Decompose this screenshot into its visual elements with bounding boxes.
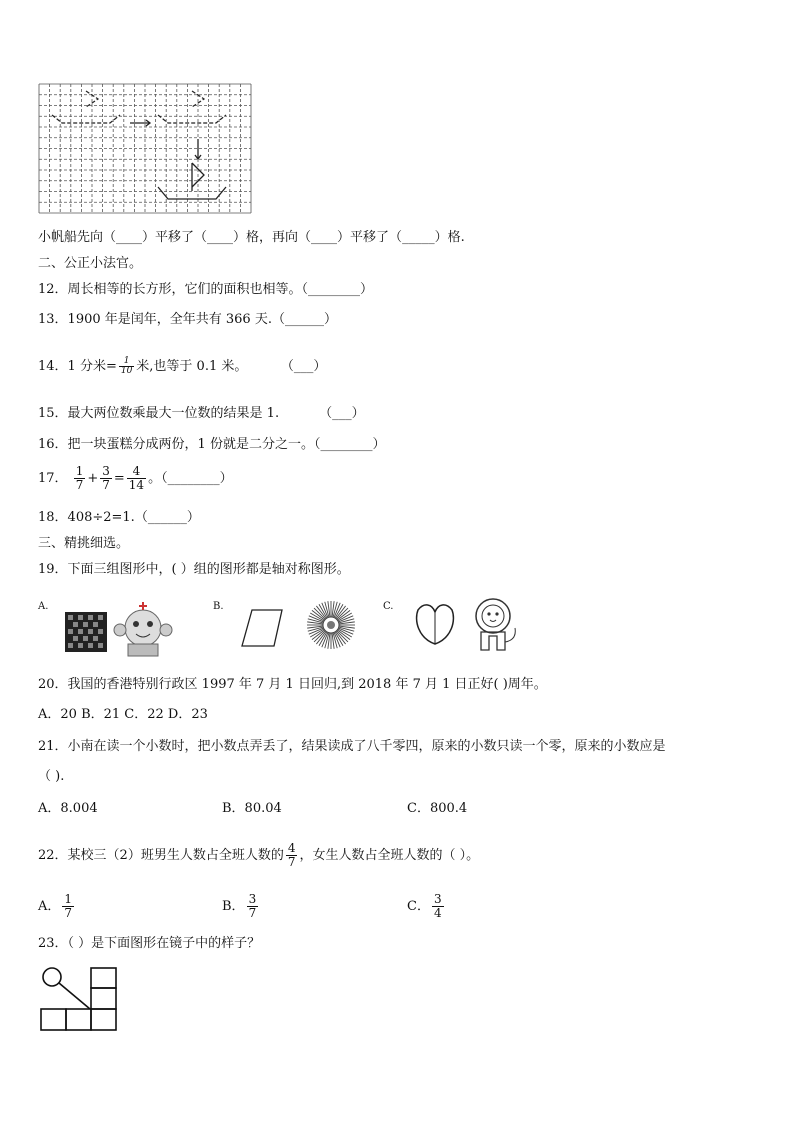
fraction: $\frac{3}{7}$ bbox=[102, 464, 110, 492]
section-2-heading: 二、公正小法官。 bbox=[38, 256, 143, 271]
sunburst-pattern bbox=[305, 599, 357, 651]
question-18: 18．408÷2=1.（______） bbox=[38, 510, 200, 525]
question-19: 19．下面三组图形中，( ）组的图形都是轴对称图形。 bbox=[38, 562, 350, 577]
q21-option-b[interactable]: B．80.04 bbox=[222, 801, 282, 816]
fraction: $\frac{1}{10}$ bbox=[120, 356, 133, 376]
question-21-blank: （ ). bbox=[38, 769, 65, 784]
answer-blank[interactable]: （___） bbox=[287, 359, 327, 374]
fraction: $\frac{1}{7}$ bbox=[75, 464, 84, 492]
question-11: 小帆船先向（____）平移了（____）格，再向（____）平移了（_____）格. bbox=[38, 230, 465, 245]
question-16: 16．把一块蛋糕分成两份，1 份就是二分之一。（________） bbox=[38, 437, 386, 452]
answer-blank[interactable]: ____ bbox=[207, 230, 234, 245]
rhombus-shape bbox=[238, 608, 288, 648]
question-22: 22．某校三（2）班男生人数占全班人数的 $\frac{4}{7}$ ，女生人数占全班人数的（ ）。 bbox=[38, 841, 480, 869]
patterned-square-image bbox=[65, 612, 107, 652]
q21-option-c[interactable]: C．800.4 bbox=[407, 801, 468, 816]
question-13: 13．1900 年是闰年，全年共有 366 天.（______） bbox=[38, 312, 337, 327]
question-21: 21．小南在读一个小数时，把小数点弄丢了，结果读成了八千零四，原来的小数只读一个零，原来的小数应是 bbox=[38, 739, 666, 754]
fraction: $\frac{4}{7}$ bbox=[287, 841, 296, 869]
q22-option-a[interactable]: A． $\frac{1}{7}$ bbox=[38, 892, 73, 920]
fraction: $\frac{3}{4}$ bbox=[433, 892, 442, 920]
mirror-question-figure bbox=[38, 965, 122, 1033]
q22-option-c[interactable]: C． $\frac{3}{4}$ bbox=[407, 892, 442, 920]
answer-blank[interactable]: ____ bbox=[311, 230, 338, 245]
cartoon-lion-image bbox=[465, 596, 521, 654]
question-17: 17． $\frac{1}{7}$ + $\frac{3}{7}$ = $\frac{4}{14}$ 。（________） bbox=[38, 464, 233, 492]
option-label-c: C. bbox=[383, 601, 394, 612]
section-3-heading: 三、精挑细选。 bbox=[38, 536, 130, 551]
answer-blank[interactable]: _____ bbox=[402, 230, 435, 245]
sailboat-grid-figure bbox=[38, 83, 252, 215]
option-label-b: B. bbox=[213, 601, 224, 612]
leaf-shape bbox=[412, 600, 458, 648]
q21-option-a[interactable]: A．8.004 bbox=[38, 801, 98, 816]
question-23: 23．（ ）是下面图形在镜子中的样子？ bbox=[38, 936, 261, 951]
question-20: 20．我国的香港特别行政区 1997 年 7 月 1 日回归,到 2018 年 7 月 1 日正好( )周年。 bbox=[38, 677, 547, 692]
q22-option-b[interactable]: B． $\frac{3}{7}$ bbox=[222, 892, 257, 920]
question-12: 12．周长相等的长方形，它们的面积也相等。（________） bbox=[38, 282, 374, 297]
question-15: 15．最大两位数乘最大一位数的结果是 1. （___） bbox=[38, 406, 365, 421]
fraction: $\frac{1}{7}$ bbox=[64, 892, 73, 920]
question-20-options[interactable]: A．20 B．21 C．22 D．23 bbox=[38, 707, 208, 722]
fraction: $\frac{3}{7}$ bbox=[248, 892, 257, 920]
cartoon-character-image bbox=[112, 600, 174, 658]
question-14: 14．1 分米= $\frac{1}{10}$ 米,也等于 0.1 米。 （___） bbox=[38, 356, 327, 376]
fraction: $\frac{4}{14}$ bbox=[128, 464, 145, 492]
answer-blank[interactable]: （___） bbox=[319, 406, 365, 421]
option-label-a: A. bbox=[38, 601, 49, 612]
answer-blank[interactable]: ____ bbox=[116, 230, 143, 245]
